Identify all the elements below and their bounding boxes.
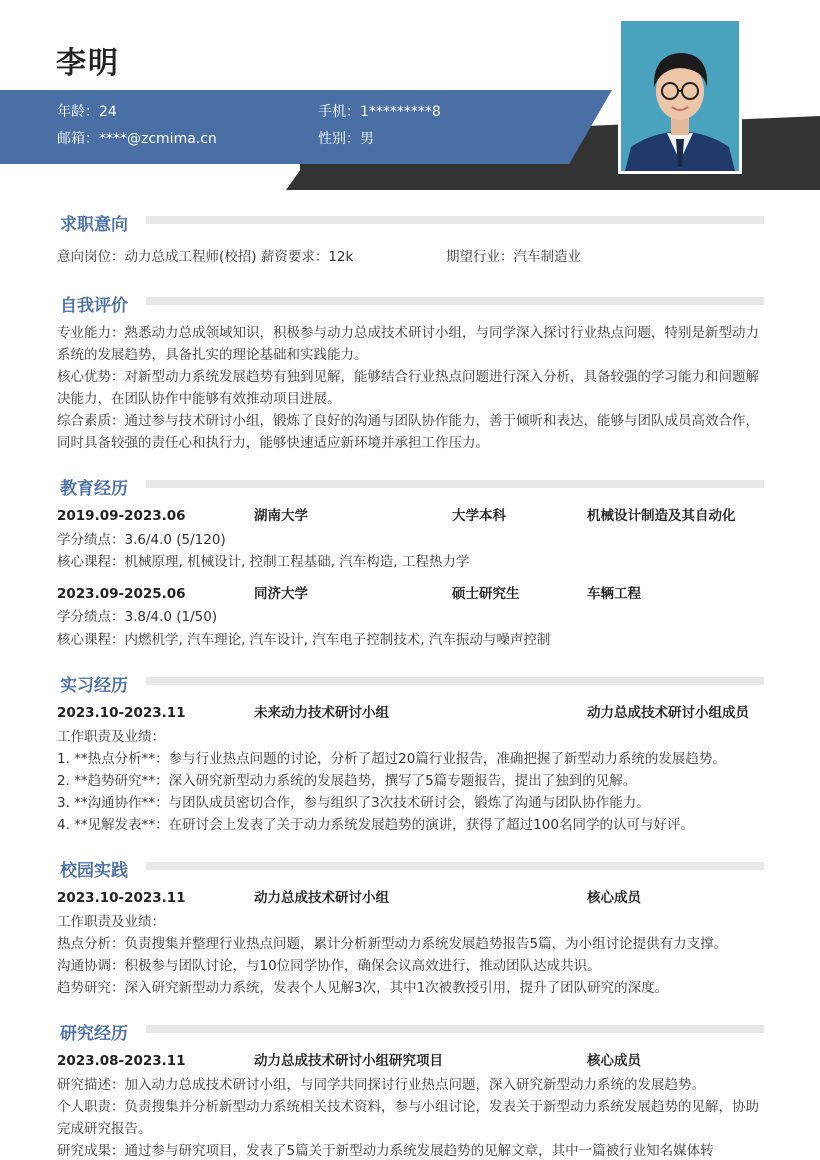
- section-title-intern: 实习经历: [60, 676, 128, 696]
- intern-role: 动力总成技术研讨小组成员: [587, 705, 749, 721]
- intern-period: 2023.10-2023.11: [57, 705, 186, 721]
- edu-degree: 大学本科: [452, 508, 506, 524]
- section-title-research: 研究经历: [60, 1024, 128, 1044]
- section-title-education: 教育经历: [60, 479, 128, 499]
- intern-item: 2. **趋势研究**：深入研究新型动力系统的发展趋势，撰写了5篇专题报告，提出了独到的见解。: [57, 773, 637, 789]
- campus-period: 2023.10-2023.11: [57, 890, 186, 906]
- research-role: 核心成员: [587, 1053, 641, 1069]
- phone: 手机：1*********8: [318, 104, 441, 120]
- resume-header: [0, 0, 820, 195]
- edu-degree: 硕士研究生: [452, 586, 520, 602]
- section-title-campus: 校园实践: [60, 861, 128, 881]
- edu-courses: 核心课程：机械原理, 机械设计, 控制工程基础, 汽车构造, 工程热力学: [57, 554, 470, 570]
- age: 年龄：24: [57, 104, 117, 120]
- campus-item: 热点分析：负责搜集并整理行业热点问题，累计分析新型动力系统发展趋势报告5篇，为小组讨论提供有力支撑。: [57, 936, 728, 952]
- section-divider: [146, 677, 764, 685]
- candidate-name: 李明: [56, 46, 120, 81]
- intern-lead: 工作职责及业绩：: [57, 729, 165, 745]
- edu-major: 车辆工程: [587, 586, 641, 602]
- intern-item: 1. **热点分析**：参与行业热点问题的讨论，分析了超过20篇行业报告，准确把握了新型动力系统的发展趋势。: [57, 751, 726, 767]
- edu-courses: 核心课程：内燃机学, 汽车理论, 汽车设计, 汽车电子控制技术, 汽车振动与噪声控制: [57, 632, 551, 648]
- intern-item: 4. **见解发表**：在研讨会上发表了关于动力系统发展趋势的演讲，获得了超过100名同学的认可与好评。: [57, 817, 694, 833]
- intern-item: 3. **沟通协作**：与团队成员密切合作，参与组织了3次技术研讨会，锻炼了沟通与团队协作能力。: [57, 795, 650, 811]
- section-divider: [146, 1025, 764, 1033]
- research-period: 2023.08-2023.11: [57, 1053, 186, 1069]
- edu-major: 机械设计制造及其自动化: [587, 508, 736, 524]
- intent-position: 意向岗位：动力总成工程师(校招) 薪资要求：12k: [57, 249, 354, 265]
- edu-gpa: 学分绩点：3.6/4.0 (5/120): [57, 532, 226, 548]
- section-divider: [146, 297, 764, 305]
- gender: 性别：男: [318, 131, 374, 147]
- research-duty: 个人职责：负责搜集并分析新型动力系统相关技术资料，参与小组讨论，发表关于新型动力系统发展趋势的见解，协助完成研究报告。: [57, 1099, 759, 1137]
- campus-org: 动力总成技术研讨小组: [254, 890, 389, 906]
- section-divider: [146, 480, 764, 488]
- avatar-portrait-icon: [621, 21, 739, 171]
- campus-item: 趋势研究：深入研究新型动力系统，发表个人见解3次，其中1次被教授引用，提升了团队研究的深度。: [57, 980, 669, 996]
- section-title-intent: 求职意向: [60, 215, 128, 235]
- section-title-self: 自我评价: [60, 296, 128, 316]
- research-desc: 研究描述：加入动力总成技术研讨小组，与同学共同探讨行业热点问题，深入研究新型动力系统的发展趋势。: [57, 1077, 705, 1093]
- section-divider: [146, 216, 764, 224]
- campus-role: 核心成员: [587, 890, 641, 906]
- section-divider: [146, 862, 764, 870]
- campus-item: 沟通协调：积极参与团队讨论，与10位同学协作，确保会议高效进行，推动团队达成共识。: [57, 958, 601, 974]
- campus-lead: 工作职责及业绩：: [57, 914, 165, 930]
- self-eval-pro: 专业能力：熟悉动力总成领域知识，积极参与动力总成技术研讨小组，与同学深入探讨行业热点问题，特别是新型动力系统的发展趋势，具备扎实的理论基础和实践能力。: [57, 325, 759, 363]
- self-eval-core: 核心优势：对新型动力系统发展趋势有独到见解，能够结合行业热点问题进行深入分析，具备较强的学习能力和问题解决能力，在团队协作中能够有效推动项目进展。: [57, 369, 759, 407]
- edu-school: 同济大学: [254, 586, 308, 602]
- intern-org: 未来动力技术研讨小组: [254, 705, 389, 721]
- profile-photo: [618, 18, 742, 174]
- research-result: 研究成果：通过参与研究项目，发表了5篇关于新型动力系统发展趋势的见解文章，其中一篇被行业知名媒体转: [57, 1143, 714, 1159]
- edu-period: 2019.09-2023.06: [57, 508, 186, 524]
- research-project: 动力总成技术研讨小组研究项目: [254, 1053, 443, 1069]
- intent-industry: 期望行业：汽车制造业: [446, 249, 581, 265]
- self-eval-overall: 综合素质：通过参与技术研讨小组，锻炼了良好的沟通与团队协作能力，善于倾听和表达，能够与团队成员高效合作，同时具备较强的责任心和执行力，能够快速适应新环境并承担工作压力。: [57, 413, 759, 451]
- edu-gpa: 学分绩点：3.8/4.0 (1/50): [57, 609, 218, 625]
- edu-school: 湖南大学: [254, 508, 308, 524]
- edu-period: 2023.09-2025.06: [57, 586, 186, 602]
- email: 邮箱：****@zcmima.cn: [57, 131, 217, 147]
